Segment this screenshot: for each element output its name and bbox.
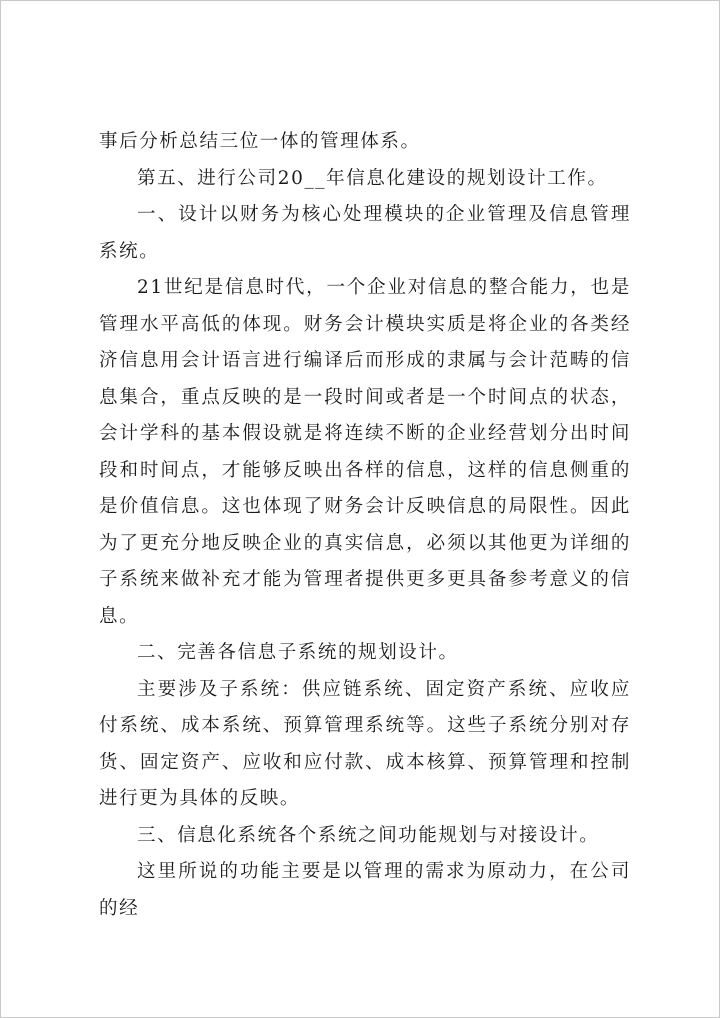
paragraph-function-requirements: 这里所说的功能主要是以管理的需求为原动力，在公司的经 — [99, 861, 631, 919]
paragraph-item-two-heading: 二、完善各信息子系统的规划设计。 — [137, 642, 459, 663]
document-body — [99, 124, 631, 927]
paragraph-subsystems: 主要涉及子系统：供应链系统、固定资产系统、应收应付系统、成本系统、预算管理系统等。这些子系统分别对存货、固定资产、应收和应付款、成本核算、预算管理和控制进行更为具体的反映。 — [99, 678, 631, 809]
paragraph-continuation: 事后分析总结三位一体的管理体系。 — [99, 131, 421, 152]
paragraph-item-one-heading: 一、设计以财务为核心处理模块的企业管理及信息管理系统。 — [99, 204, 631, 262]
paragraph-section-five-heading: 第五、进行公司20__年信息化建设的规划设计工作。 — [137, 167, 608, 189]
paragraph-item-three-heading: 三、信息化系统各个系统之间功能规划与对接设计。 — [137, 824, 600, 846]
paragraph-information-era: 21世纪是信息时代，一个企业对信息的整合能力，也是管理水平高低的体现。财务会计模块实质是将企业的各类经济信息用会计语言进行编译后而形成的隶属与会计范畴的信息集合，重点反映的是一段时间或者是一个时间点的状态，会计学科的基本假设就是将连续不断的企业经营划分出时间段和时间点，才能够反映出各样的信息，这样的信息侧重的是价值信息。这也体现了财务会计反映信息的局限性。因此为了更充分地反映企业的真实信息，必须以其他更为详细的子系统来做补充才能为管理者提供更多更具备参考意义的信息。 — [99, 277, 631, 627]
